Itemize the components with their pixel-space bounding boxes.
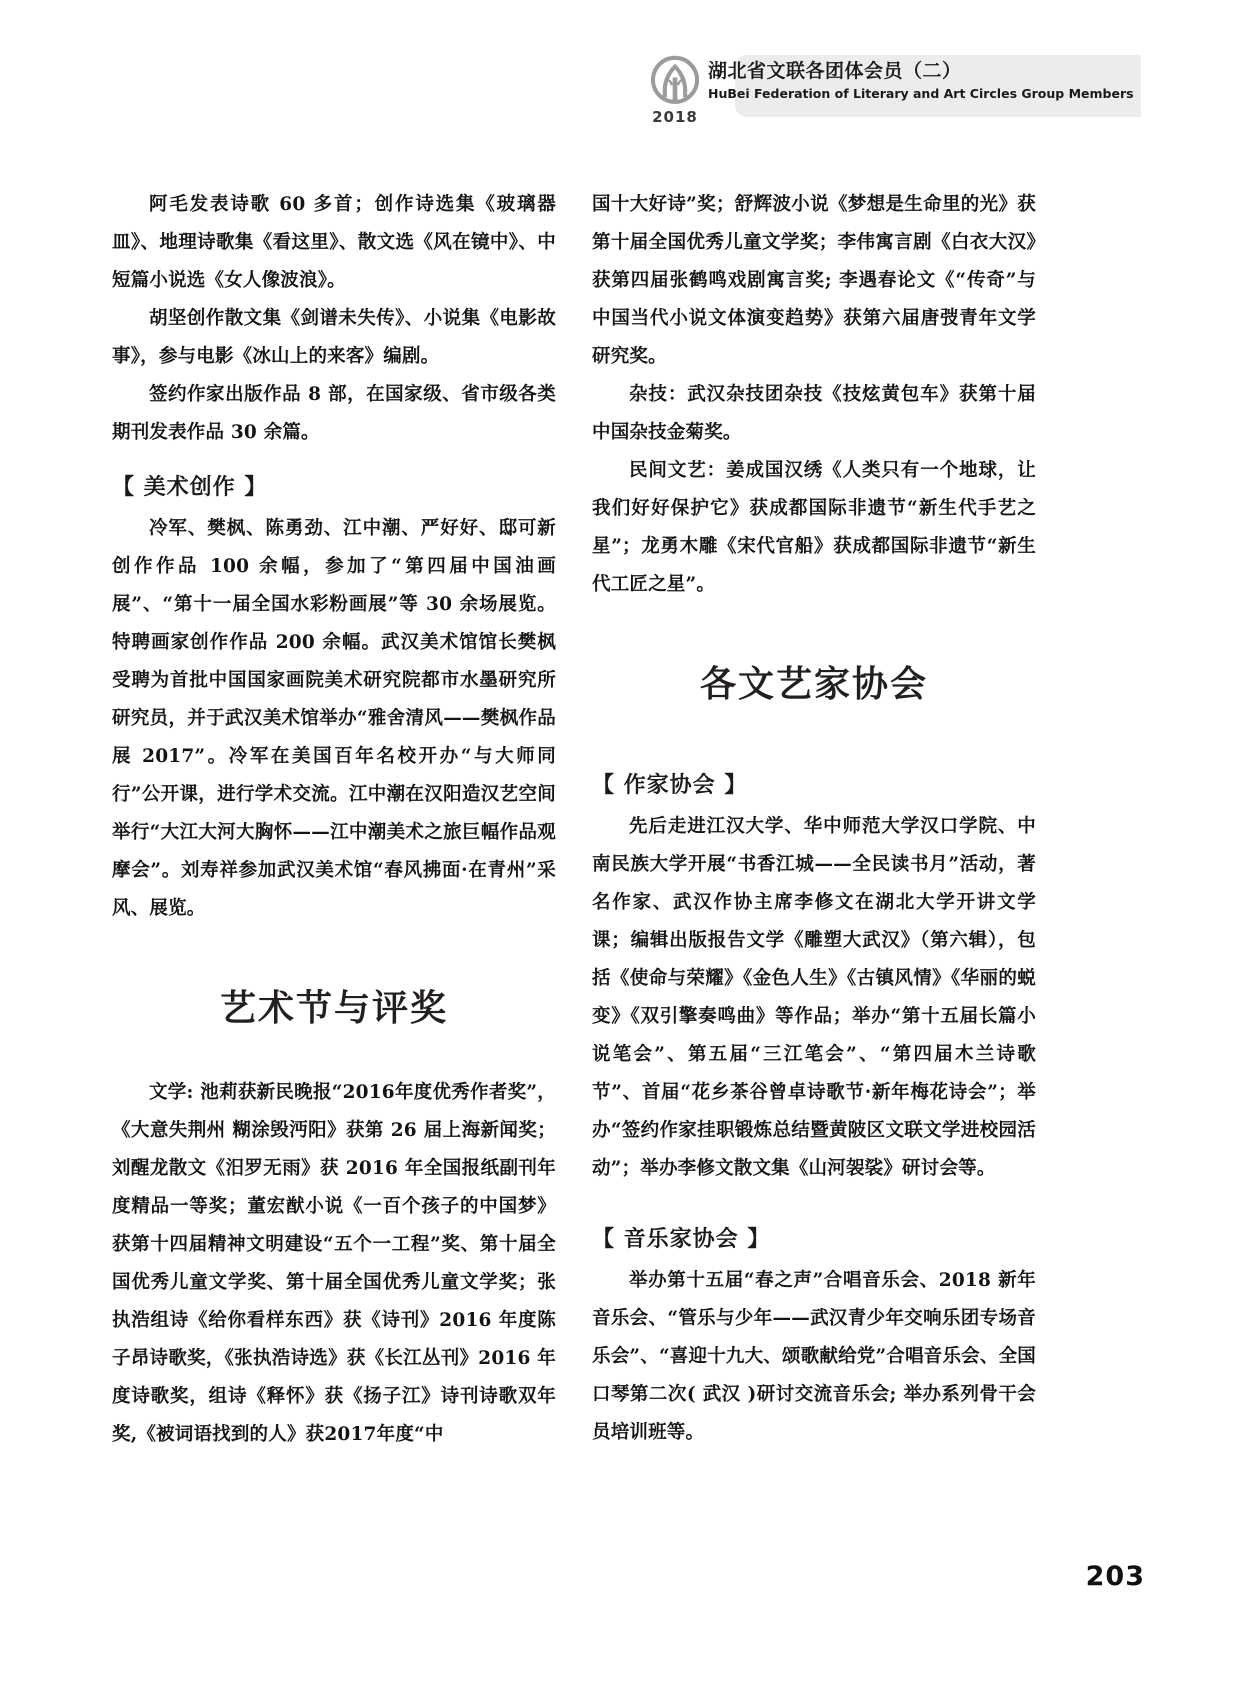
right-column <box>592 186 1036 1452</box>
left-column <box>112 186 556 1454</box>
heading-art-creation: 【 美术创作 】 <box>112 475 268 500</box>
heading-writers-association: 【 作家协会 】 <box>592 773 748 798</box>
paragraph: 先后走进江汉大学、华中师范大学汉口学院、中南民族大学开展“书香江城——全民读书月”活动，著名作家、武汉作协主席李修文在湖北大学开讲文学课；编辑出版报告文学《雕塑大武汉》（第六辑），包括《使命与荣耀》《金色人生》《古镇风情》《华丽的蜕变》《双引擎奏鸣曲》等作品；举办“第十五届长篇小说笔会”、第五届“三江笔会”、“第四届木兰诗歌节”、首届“花乡茶谷曾卓诗歌节·新年梅花诗会”；举办“签约作家挂职锻炼总结暨黄陂区文联文学进校园活动”；举办李修文散文集《山河袈裟》研讨会等。 <box>592 816 1036 1179</box>
hubei-federation-emblem-icon <box>645 52 705 110</box>
spacer <box>592 1188 1036 1204</box>
spacer <box>112 928 556 984</box>
paragraph: 阿毛发表诗歌 60 多首；创作诗选集《玻璃器皿》、地理诗歌集《看这里》、散文选《风在镜中》、中短篇小说选《女人像波浪》。 <box>112 194 556 291</box>
header-title-block <box>708 59 1148 103</box>
paragraph: 举办第十五届“春之声”合唱音乐会、2018 新年音乐会、“管乐与少年——武汉青少年交响乐团专场音乐会”、“喜迎十九大、颂歌献给党”合唱音乐会、全国口琴第二次( 武汉 )研讨交流音乐会; 举办系列骨干会员培训班等。 <box>592 1270 1036 1443</box>
section-title-associations: 各文艺家协会 <box>699 664 928 705</box>
logo-year: 2018 <box>652 108 698 126</box>
paragraph: 国十大好诗”奖；舒辉波小说《梦想是生命里的光》获第十届全国优秀儿童文学奖；李伟寓言剧《白衣大汉》获第四届张鹤鸣戏剧寓言奖; 李遇春论文《“传奇”与中国当代小说文体演变趋势》获第六届唐弢青年文学研究奖。 <box>592 194 1036 367</box>
paragraph: 杂技：武汉杂技团杂技《技炫黄包车》获第十届中国杂技金菊奖。 <box>592 384 1036 443</box>
section-title-festival: 艺术节与评奖 <box>219 988 448 1029</box>
spacer <box>112 1034 556 1074</box>
page-number: 203 <box>1085 1561 1145 1592</box>
header-title-cn: 湖北省文联各团体会员（二） <box>708 60 962 82</box>
spacer <box>592 604 1036 660</box>
header-title-en: HuBei Federation of Literary and Art Circles Group Members <box>708 85 1134 101</box>
heading-music-association: 【 音乐家协会 】 <box>592 1227 771 1252</box>
paragraph: 胡坚创作散文集《剑谱未失传》、小说集《电影故事》，参与电影《冰山上的来客》编剧。 <box>112 308 556 367</box>
spacer <box>592 710 1036 750</box>
paragraph: 冷军、樊枫、陈勇劲、江中潮、严好好、邸可新创作作品 100 余幅，参加了“第四届中国油画展”、“第十一届全国水彩粉画展”等 30 余场展览。特聘画家创作作品 200 余幅。武汉美术馆馆长樊枫受聘为首批中国国家画院美术研究院都市水墨研究所研究员，并于武汉美术馆举办“雅舍清风——樊枫作品展 2017”。冷军在美国百年名校开办“与大师同行”公开课，进行学术交流。江中潮在汉阳造汉艺空间举行“大江大河大胸怀——江中潮美术之旅巨幅作品观摩会”。刘寿祥参加武汉美术馆“春风拂面·在青州”采风、展览。 <box>112 518 556 919</box>
paragraph: 民间文艺：姜成国汉绣《人类只有一个地球，让我们好好保护它》获成都国际非遗节“新生代手艺之星”；龙勇木雕《宋代官船》获成都国际非遗节“新生代工匠之星”。 <box>592 460 1036 595</box>
page-header <box>0 52 1241 130</box>
paragraph: 文学: 池莉获新民晚报“2016年度优秀作者奖”，《大意失荆州 糊涂毁沔阳》获第 26 届上海新闻奖；刘醒龙散文《汨罗无雨》获 2016 年全国报纸副刊年度精品一等奖；董宏猷小说《一百个孩子的中国梦》获第十四届精神文明建设“五个一工程”奖、第十届全国优秀儿童文学奖、第十届全国优秀儿童文学奖；张执浩组诗《给你看样东西》获《诗刊》2016 年度陈子昂诗歌奖，《张执浩诗选》获《长江丛刊》2016 年度诗歌奖，组诗《释怀》获《扬子江》诗刊诗歌双年奖,《被词语找到的人》获2017年度“中 <box>112 1082 556 1445</box>
paragraph: 签约作家出版作品 8 部，在国家级、省市级各类期刊发表作品 30 余篇。 <box>112 384 556 443</box>
